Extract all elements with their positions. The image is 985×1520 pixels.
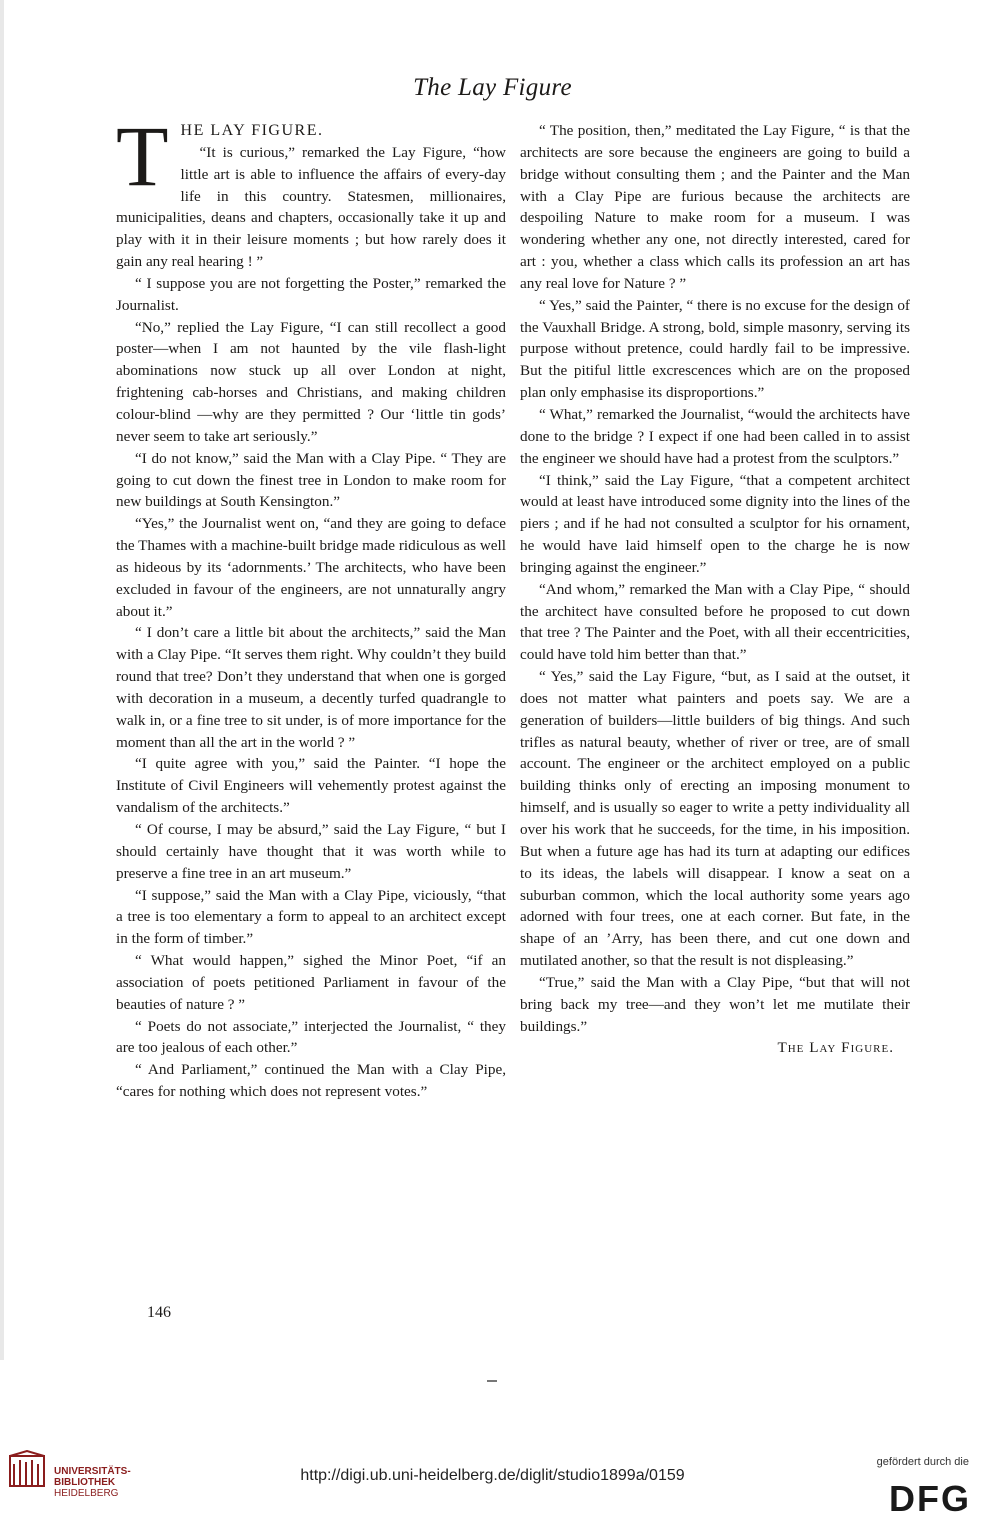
library-name-line: HEIDELBERG <box>54 1488 119 1499</box>
paragraph: “It is curious,” remarked the Lay Figure, “how little art is able to influence the affairs of every-day life in this country. Statesmen, millionaires, municipalities, deans and chapters, occasionally take it up and play with it in their leisure moments ; but how rarely does it gain any real hearing ! ” <box>116 143 506 271</box>
paragraph: “ What,” remarked the Journalist, “would the architects have done to the bridge ? I expect if one had been called in to assist the engineer we should have had a protest from the sculptors.” <box>520 405 910 467</box>
paragraph: “And whom,” remarked the Man with a Clay Pipe, “ should the architect have consulted before he proposed to cut down that tree ? The Painter and the Poet, with all their eccentricities, could have told him better than that.” <box>520 580 910 664</box>
paragraph: “ Yes,” said the Painter, “ there is no excuse for the design of the Vauxhall Bridge. A strong, bold, simple masonry, serving its purpose without pretence, could hardly fail to be impressive. But the pitiful little excrescences which are on the proposed plan only emphasise its disproportions.” <box>520 296 910 402</box>
paragraph: “I suppose,” said the Man with a Clay Pipe, viciously, “that a tree is too elementary a form to appeal to an architect except in the form of timber.” <box>116 886 506 948</box>
divider <box>487 1380 497 1382</box>
library-name-line: UNIVERSITÄTS- <box>54 1466 131 1477</box>
article-title: HE LAY FIGURE. <box>180 122 324 139</box>
permalink[interactable]: http://digi.ub.uni-heidelberg.de/diglit/studio1899a/0159 <box>300 1467 685 1484</box>
paragraph: “I quite agree with you,” said the Painter. “I hope the Institute of Civil Engineers will vehemently protest against the vandalism of the architects.” <box>116 755 506 817</box>
paragraph: “ I don’t care a little bit about the architects,” said the Man with a Clay Pipe. “It serves them right. Why couldn’t they build round that tree? Don’t they understand that when one is gorged with decoration in a museum, a decently turfed quadrangle to walk in, or a fine tree to sit under, is of more importance for the moment than all the art in the world ? ” <box>116 624 506 751</box>
left-column <box>116 108 506 1103</box>
paragraph: “No,” replied the Lay Figure, “I can still recollect a good poster—when I am not haunted by the vile flash-light abominations now stuck up all over London at night, frightening cab-horses and Christians, and making children colour-blind —why are they permitted ? Our ‘little tin gods’ never seem to take art seriously.” <box>116 318 506 445</box>
paragraph: “ And Parliament,” continued the Man with a Clay Pipe, “cares for nothing which does not represent votes.” <box>116 1061 506 1101</box>
paragraph: “ I suppose you are not forgetting the Poster,” remarked the Journalist. <box>116 274 506 314</box>
paragraph: “True,” said the Man with a Clay Pipe, “but that will not bring back my tree—and they won’t let me mutilate their buildings.” <box>520 973 910 1035</box>
paragraph: “ Of course, I may be absurd,” said the Lay Figure, “ but I should certainly have thought that it was worth while to preserve a fine tree in an art museum.” <box>116 821 506 882</box>
paragraph: “ What would happen,” sighed the Minor Poet, “if an association of poets petitioned Parliament in favour of the beauties of nature ? ” <box>116 952 506 1013</box>
signature: The Lay Figure. <box>777 1039 894 1057</box>
paragraph: “Yes,” the Journalist went on, “and they are going to deface the Thames with a machine-built bridge made ridiculous as well as hideous by its ‘adornments.’ The architects, who have been excluded in favour of the engineers, are not unnaturally angry about it.” <box>116 515 506 620</box>
paragraph: “I think,” said the Lay Figure, “that a competent architect would at least have introduced some dignity into the lines of the piers ; and if he had not consulted a sculptor for his ornament, he would have laid himself open to the charge he is now bringing against the engineer.” <box>520 471 910 576</box>
library-name-line: BIBLIOTHEK <box>54 1477 116 1488</box>
running-head: The Lay Figure <box>413 74 572 101</box>
paragraph: “I do not know,” said the Man with a Clay Pipe. “ They are going to cut down the finest tree in London to make room for new buildings at South Kensington.” <box>116 449 506 511</box>
drop-cap: T <box>116 108 169 204</box>
digitization-footer <box>0 1430 985 1519</box>
page-number: 146 <box>147 1304 171 1321</box>
paragraph: “ Yes,” said the Lay Figure, “but, as I said at the outset, it does not matter what painters and poets say. We are a generation of builders—little builders of big things. And such trifles as natural beauty, whether of river or tree, are of small account. The engineer or the architect employed on a public building thinks only of erecting an imposing monument to himself, and is usually so eager to write a petty individuality all over his work that he succeeds, for the time, in his imposition. But when a future age has had its turn at adapting our edifices to its ideas, the labels will disappear. I know a seat on a suburban common, which the local authority some years ago adorned with four trees, one at each corner. But fate, in the shape of an ’Arry, has been there, and cut one down and mutilated another, so that the result is not displeasing.” <box>520 668 910 970</box>
paragraph: “ The position, then,” meditated the Lay Figure, “ is that the architects are sore because the engineers are going to build a bridge without consulting them ; and the Painter and the Man with a Clay Pipe are furious because the architects are despoiling Nature to make room for a museum. I was wondering whether any one, not directly interested, cared for art : you, whether a class which calls its profession an art has any real love for Nature ? ” <box>520 122 910 292</box>
dfg-logo: DFG <box>889 1478 971 1519</box>
funded-by-label: gefördert durch die <box>876 1456 969 1468</box>
article-title-paragraph <box>116 108 506 204</box>
right-column <box>520 120 910 1059</box>
paragraph: “ Poets do not associate,” interjected the Journalist, “ they are too jealous of each other.” <box>116 1017 506 1057</box>
scan-edge <box>0 0 4 1360</box>
